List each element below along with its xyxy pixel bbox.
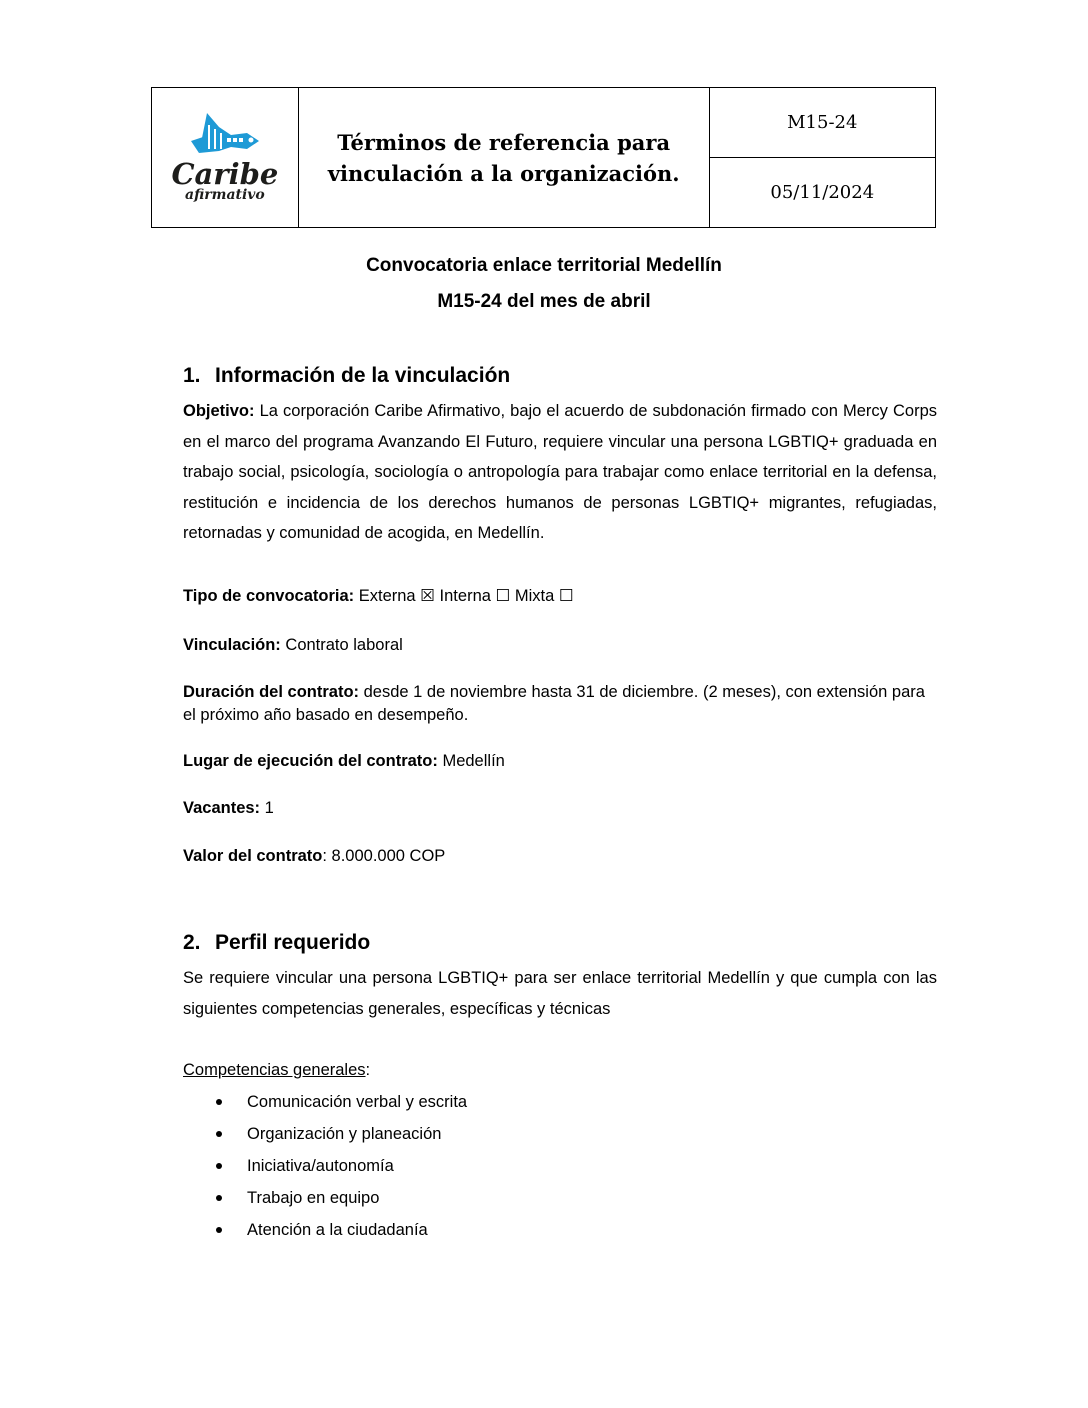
bullet-icon <box>216 1163 222 1169</box>
list-item <box>183 1120 467 1152</box>
logo-cell <box>152 88 299 228</box>
valor-line <box>183 845 937 868</box>
list-item-text: Comunicación verbal y escrita <box>247 1093 468 1111</box>
valor-label: Valor del contrato <box>183 847 323 865</box>
header-title-line2: vinculación a la organización. <box>327 160 680 186</box>
fish-icon <box>185 111 265 157</box>
list-item-text: Organización y planeación <box>247 1125 442 1143</box>
competencias-label: Competencias generales <box>183 1061 366 1079</box>
bullet-icon <box>216 1131 222 1137</box>
competencias-colon: : <box>365 1061 371 1079</box>
vinculacion-label: Vinculación: <box>183 636 281 654</box>
tipo-value: Externa ☒ Interna ☐ Mixta ☐ <box>354 587 574 605</box>
list-item-text: Iniciativa/autonomía <box>247 1157 394 1175</box>
vacantes-line <box>183 797 937 820</box>
duracion-value: desde 1 de noviembre hasta 31 de diciembre. (2 meses), con extensión para el próximo año basado en desempeño. <box>183 683 925 724</box>
competencias-heading <box>183 1059 937 1082</box>
competencias-list <box>183 1088 467 1248</box>
vinculacion-value: Contrato laboral <box>280 636 403 654</box>
list-item-text: Atención a la ciudadanía <box>247 1221 428 1239</box>
objective-label: Objetivo: <box>183 402 255 420</box>
list-item <box>183 1088 467 1120</box>
vacantes-label: Vacantes: <box>183 799 261 817</box>
lugar-value: Medellín <box>437 752 505 770</box>
doc-title-line2: M15-24 del mes de abril <box>437 291 651 312</box>
header-title-line1: Términos de referencia para <box>337 129 671 155</box>
logo-subword: afirmativo <box>185 187 265 203</box>
section-2-title: Perfil requerido <box>215 931 371 954</box>
section-2-number: 2. <box>183 931 201 954</box>
section-1-number: 1. <box>183 364 201 387</box>
list-item <box>183 1216 467 1248</box>
document-date: 05/11/2024 <box>709 158 935 228</box>
section-1-title: Información de la vinculación <box>215 364 511 387</box>
valor-value: : 8.000.000 COP <box>322 847 446 865</box>
objective-paragraph <box>183 396 937 549</box>
tipo-convocatoria-line <box>183 585 937 608</box>
lugar-label: Lugar de ejecución del contrato: <box>183 752 438 770</box>
tipo-label: Tipo de convocatoria: <box>183 587 355 605</box>
document-header-table <box>151 87 936 228</box>
section-1-heading <box>183 364 510 388</box>
logo-word: Caribe <box>171 157 279 191</box>
bullet-icon <box>216 1099 222 1105</box>
list-item <box>183 1152 467 1184</box>
vacantes-value: 1 <box>260 799 274 817</box>
document-title-cell <box>298 88 709 228</box>
list-item <box>183 1184 467 1216</box>
section-2-heading <box>183 931 370 955</box>
objective-text: La corporación Caribe Afirmativo, bajo el acuerdo de subdonación firmado con Mercy Corps en el marco del programa Avanzando El Futuro, requiere vincular una persona LGBTIQ+ graduada en trabajo social, psicología, sociología o antropología para trabajar como enlace territorial en la defensa, restitución e incidencia de los derechos humanos de personas LGBTIQ+ migrantes, refugiadas, retornadas y comunidad de acogida, en Medellín. <box>183 402 937 542</box>
caribe-afirmativo-logo <box>171 111 278 202</box>
duracion-line <box>183 681 937 727</box>
doc-title-line1: Convocatoria enlace territorial Medellín <box>366 255 722 276</box>
bullet-icon <box>216 1227 222 1233</box>
document-code: M15-24 <box>709 88 935 158</box>
bullet-icon <box>216 1195 222 1201</box>
profile-intro: Se requiere vincular una persona LGBTIQ+ para ser enlace territorial Medellín y que cumpla con las siguientes competencias generales, específicas y técnicas <box>183 969 937 1018</box>
lugar-line <box>183 750 937 773</box>
duracion-label: Duración del contrato: <box>183 683 360 701</box>
list-item-text: Trabajo en equipo <box>247 1189 380 1207</box>
vinculacion-line <box>183 634 937 657</box>
